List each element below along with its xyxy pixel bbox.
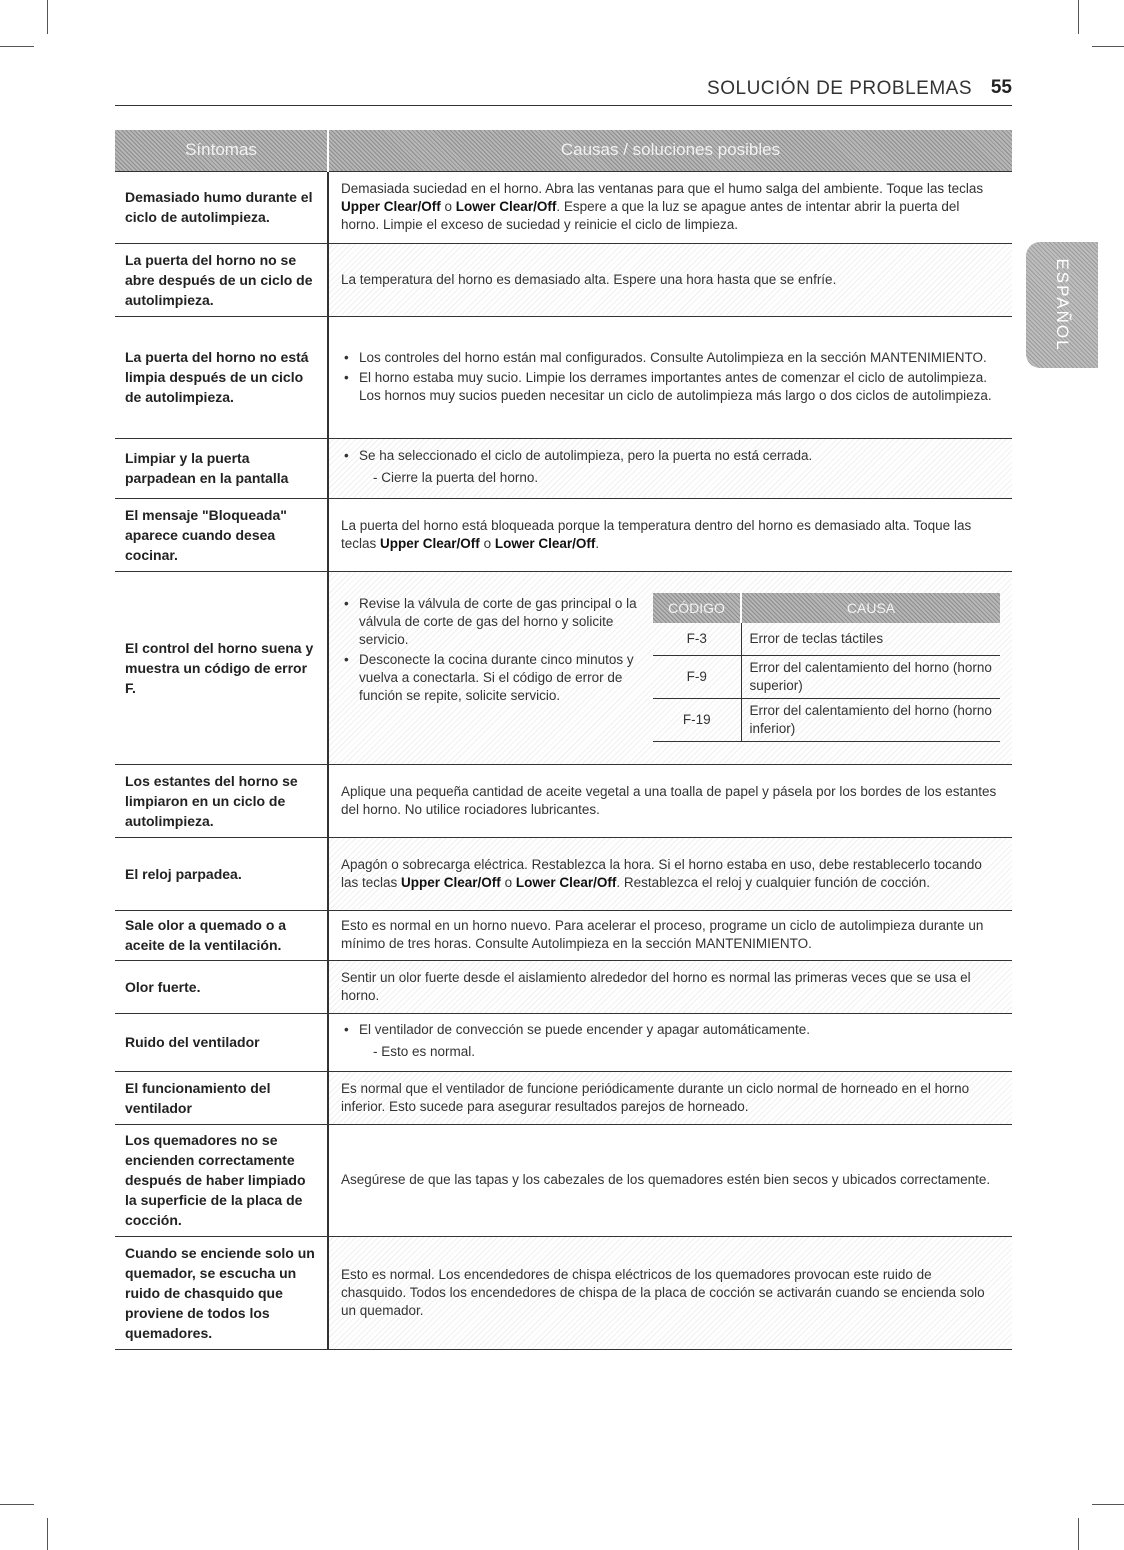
page-header [115,76,1012,106]
symptom-cell: El funcionamiento del ventilador [115,1071,328,1124]
solution-cell: Aplique una pequeña cantidad de aceite vegetal a una toalla de papel y pásela por los bordes de los estantes del horno. No utilice rociadores lubricantes. [328,764,1012,837]
solution-cell [328,571,1012,764]
symptom-cell: Olor fuerte. [115,960,328,1013]
table-row [115,1071,1012,1124]
key-label: Upper Clear/Off [401,874,501,890]
solution-text: Demasiada suciedad en el horno. Abra las ventanas para que el humo salga del ambiente. Toque las teclas [341,181,984,196]
error-cause: Error del calentamiento del horno (horno superior) [741,655,1000,698]
error-cause: Error de teclas táctiles [741,623,1000,655]
error-col-cause: CAUSA [741,593,1000,623]
table-row [115,243,1012,316]
language-tab [1026,242,1098,368]
key-label: Upper Clear/Off [341,199,441,214]
solution-cell [328,316,1012,438]
symptom-cell: Los estantes del horno se limpiaron en un ciclo de autolimpieza. [115,764,328,837]
error-row [653,655,1000,698]
page-number: 55 [990,77,1012,98]
table-row [115,1013,1012,1071]
symptom-cell: Cuando se enciende solo un quemador, se escucha un ruido de chasquido que proviene de todos los quemadores. [115,1236,328,1349]
list-item: • El ventilador de convección se puede encender y apagar automáticamente. [341,1021,1000,1039]
solution-cell [328,171,1012,243]
symptom-cell: Limpiar y la puerta parpadean en la pantalla [115,438,328,498]
symptom-cell: Sale olor a quemado o a aceite de la ventilación. [115,910,328,960]
symptom-cell: El control del horno suena y muestra un código de error F. [115,571,328,764]
error-row [653,698,1000,741]
column-header-causes: Causas / soluciones posibles [328,130,1012,171]
error-code: F-3 [653,623,741,655]
error-row [653,623,1000,655]
page-title: SOLUCIÓN DE PROBLEMAS [707,78,972,99]
table-row [115,910,1012,960]
symptom-cell: Los quemadores no se encienden correctamente después de haber limpiado la superficie de la placa de cocción. [115,1124,328,1236]
crop-mark [1092,46,1124,47]
crop-mark [1078,0,1079,34]
key-label: Upper Clear/Off [380,535,480,551]
solution-cell [328,438,1012,498]
solution-cell: La temperatura del horno es demasiado alta. Espere una hora hasta que se enfríe. [328,243,1012,316]
crop-mark [1078,1518,1079,1550]
error-col-code: CÓDIGO [653,593,741,623]
solution-text: La puerta del horno está bloqueada porque la temperatura dentro del horno es demasiado alta. Toque las teclas [341,517,972,551]
solution-cell: Esto es normal. Los encendedores de chispa eléctricos de los quemadores provocan este ruido de chasquido. Todos los encendedores de chispa de la placa de cocción se activarán cuando se encienda solo un quemador. [328,1236,1012,1349]
error-cause: Error del calentamiento del horno (horno inferior) [741,698,1000,741]
table-row [115,498,1012,571]
table-row [115,316,1012,438]
solution-text: o [479,535,495,551]
table-header-row [115,130,1012,171]
crop-mark [1092,1504,1124,1505]
error-code-table [653,593,1000,742]
table-row [115,571,1012,764]
sub-item: - Esto es normal. [373,1044,476,1059]
solution-text: . Restablezca el reloj y cualquier función de cocción. [616,874,931,890]
language-tab-label: ESPAÑOL [1053,258,1072,352]
solution-cell: Asegúrese de que las tapas y los cabezales de los quemadores estén bien secos y ubicados correctamente. [328,1124,1012,1236]
key-label: Lower Clear/Off [515,874,617,890]
troubleshooting-table [115,130,1012,1350]
list-item: • El horno estaba muy sucio. Limpie los derrames importantes antes de comenzar el ciclo de autolimpieza. Los hornos muy sucios pueden necesitar un ciclo de autolimpieza más largo o dos ciclos de autolimpieza. [341,369,1000,405]
table-row [115,764,1012,837]
crop-mark [0,46,34,47]
symptom-cell: La puerta del horno no está limpia después de un ciclo de autolimpieza. [115,316,328,438]
solution-text: o [440,199,456,214]
table-row [115,171,1012,243]
table-row [115,1236,1012,1349]
list-item: • Revise la válvula de corte de gas principal o la válvula de corte de gas del horno y solicite servicio. [341,595,653,649]
table-row [115,438,1012,498]
list-item: • Desconecte la cocina durante cinco minutos y vuelva a conectarla. Si el código de error de función se repite, solicite servicio. [341,651,653,705]
error-code: F-9 [653,655,741,698]
solution-cell [328,1013,1012,1071]
symptom-cell: El mensaje "Bloqueada" aparece cuando desea cocinar. [115,498,328,571]
solution-cell [328,498,1012,571]
symptom-cell: El reloj parpadea. [115,837,328,910]
list-item: • Los controles del horno están mal configurados. Consulte Autolimpieza en la sección MANTENIMIENTO. [341,349,1000,367]
solution-text: . Espere a que la luz se apague antes de intentar abrir la puerta del horno. Limpie el exceso de suciedad y reinicie el ciclo de limpieza. [341,199,960,232]
solution-cell: Sentir un olor fuerte desde el aislamiento alrededor del horno es normal las primeras veces que se usa el horno. [328,960,1012,1013]
solution-cell [328,837,1012,910]
table-row [115,1124,1012,1236]
key-label: Lower Clear/Off [455,199,557,214]
symptom-cell: La puerta del horno no se abre después de un ciclo de autolimpieza. [115,243,328,316]
crop-mark [0,1504,34,1505]
error-code: F-19 [653,698,741,741]
symptom-cell: Demasiado humo durante el ciclo de autolimpieza. [115,171,328,243]
list-item: • Se ha seleccionado el ciclo de autolimpieza, pero la puerta no está cerrada. [341,447,1000,465]
solution-cell: Es normal que el ventilador de funcione periódicamente durante un ciclo normal de horneado en el horno inferior. Esto sucede para asegurar resultados parejos de horneado. [328,1071,1012,1124]
crop-mark [47,0,48,34]
solution-text: . [595,535,600,551]
sub-item: - Cierre la puerta del horno. [373,470,539,485]
solution-cell: Esto es normal en un horno nuevo. Para acelerar el proceso, programe un ciclo de autolimpieza durante un mínimo de tres horas. Consulte Autolimpieza en la sección MANTENIMIENTO. [328,910,1012,960]
solution-text: Apagón o sobrecarga eléctrica. Restablezca la hora. Si el horno estaba en uso, debe restablecerlo tocando las teclas [341,856,982,890]
symptom-cell: Ruido del ventilador [115,1013,328,1071]
table-row [115,837,1012,910]
column-header-symptoms: Síntomas [115,130,328,171]
crop-mark [47,1518,48,1550]
table-row [115,960,1012,1013]
solution-text: o [500,874,516,890]
key-label: Lower Clear/Off [494,535,596,551]
